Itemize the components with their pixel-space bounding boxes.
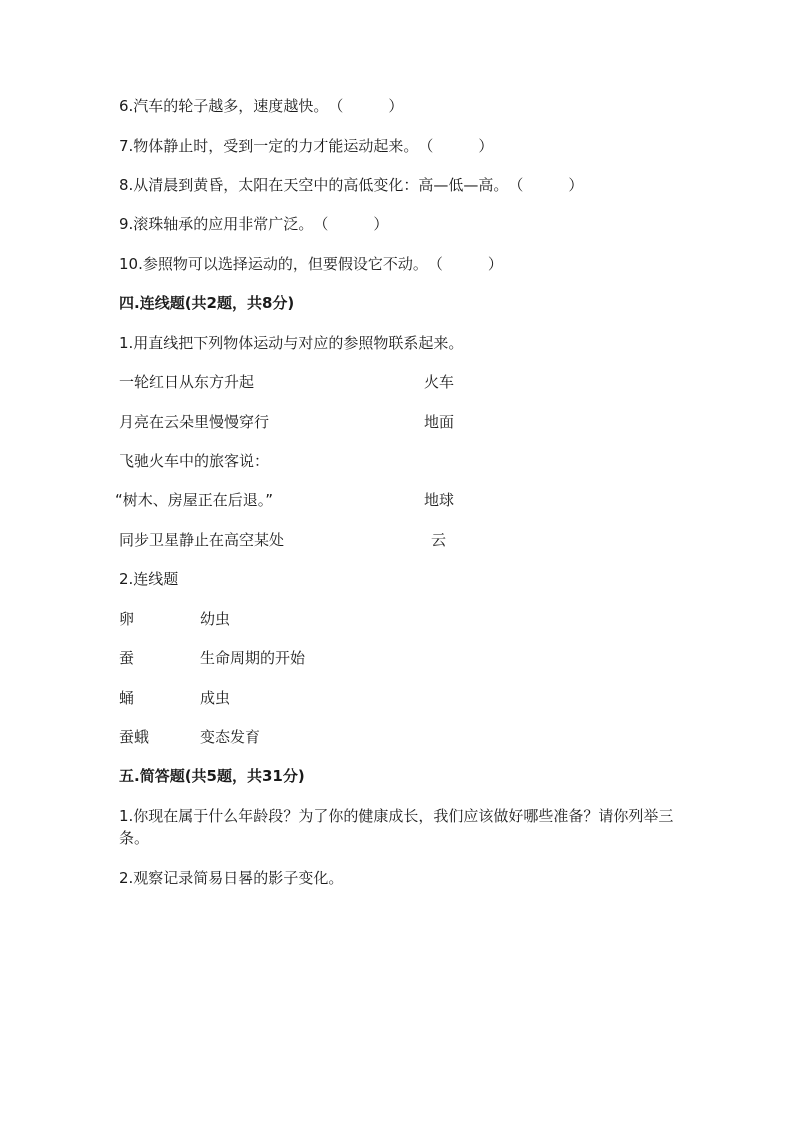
answer-blank[interactable]: （ ）	[508, 176, 584, 194]
match-right[interactable]: 幼虫	[200, 610, 231, 628]
match-left[interactable]: 一轮红日从东方升起	[119, 373, 255, 391]
match-right[interactable]: 地面	[424, 413, 455, 431]
answer-blank[interactable]: （ ）	[313, 215, 389, 233]
match-left[interactable]: “树木、房屋正在后退。”	[115, 491, 274, 509]
tf-item-6	[119, 96, 403, 116]
tf-item-10	[119, 254, 503, 274]
tf-item-6-text: 6.汽车的轮子越多，速度越快。	[119, 97, 329, 115]
answer-blank[interactable]: （ ）	[328, 97, 404, 115]
match-left[interactable]: 同步卫星静止在高空某处	[119, 531, 285, 549]
section-5-q1: 1.你现在属于什么年龄段？为了你的健康成长，我们应该做好哪些准备？请你列举三条。	[119, 807, 674, 847]
match-row	[119, 727, 719, 747]
tf-item-10-text: 10.参照物可以选择运动的，但要假设它不动。	[119, 255, 428, 273]
match-right[interactable]: 成虫	[200, 689, 231, 707]
match-right[interactable]: 火车	[424, 373, 455, 391]
match-row	[119, 648, 719, 668]
match-row	[119, 412, 719, 432]
match-left[interactable]: 月亮在云朵里慢慢穿行	[119, 413, 270, 431]
match-left[interactable]: 蚕蛾	[119, 728, 150, 746]
match-row	[119, 530, 719, 550]
answer-blank[interactable]: （ ）	[427, 255, 503, 273]
section-4-heading: 四.连线题(共2题，共8分)	[119, 294, 295, 312]
section-5-heading: 五.简答题(共5题，共31分)	[119, 767, 305, 785]
match-right[interactable]: 云	[431, 531, 447, 549]
match-right[interactable]: 地球	[424, 491, 455, 509]
section-4-q1-prompt: 1.用直线把下列物体运动与对应的参照物联系起来。	[119, 334, 464, 352]
match-row	[119, 688, 719, 708]
match-right[interactable]: 变态发育	[200, 728, 261, 746]
tf-item-7-text: 7.物体静止时，受到一定的力才能运动起来。	[119, 137, 419, 155]
match-left[interactable]: 卵	[119, 610, 135, 628]
tf-item-8-text: 8.从清晨到黄昏，太阳在天空中的高低变化：高—低—高。	[119, 176, 509, 194]
section-4-q2-prompt: 2.连线题	[119, 570, 179, 588]
match-row	[119, 372, 719, 392]
tf-item-7	[119, 136, 493, 156]
match-right[interactable]: 生命周期的开始	[200, 649, 306, 667]
match-left[interactable]: 蚕	[119, 649, 135, 667]
tf-item-9	[119, 214, 388, 234]
tf-item-8	[119, 175, 583, 195]
tf-item-9-text: 9.滚珠轴承的应用非常广泛。	[119, 215, 314, 233]
answer-blank[interactable]: （ ）	[418, 137, 494, 155]
match-row	[115, 490, 719, 510]
match-left[interactable]: 蛹	[119, 689, 135, 707]
match-left: 飞驰火车中的旅客说：	[119, 452, 270, 470]
match-row	[119, 609, 719, 629]
section-5-q2: 2.观察记录简易日晷的影子变化。	[119, 869, 344, 887]
match-row	[119, 451, 719, 471]
